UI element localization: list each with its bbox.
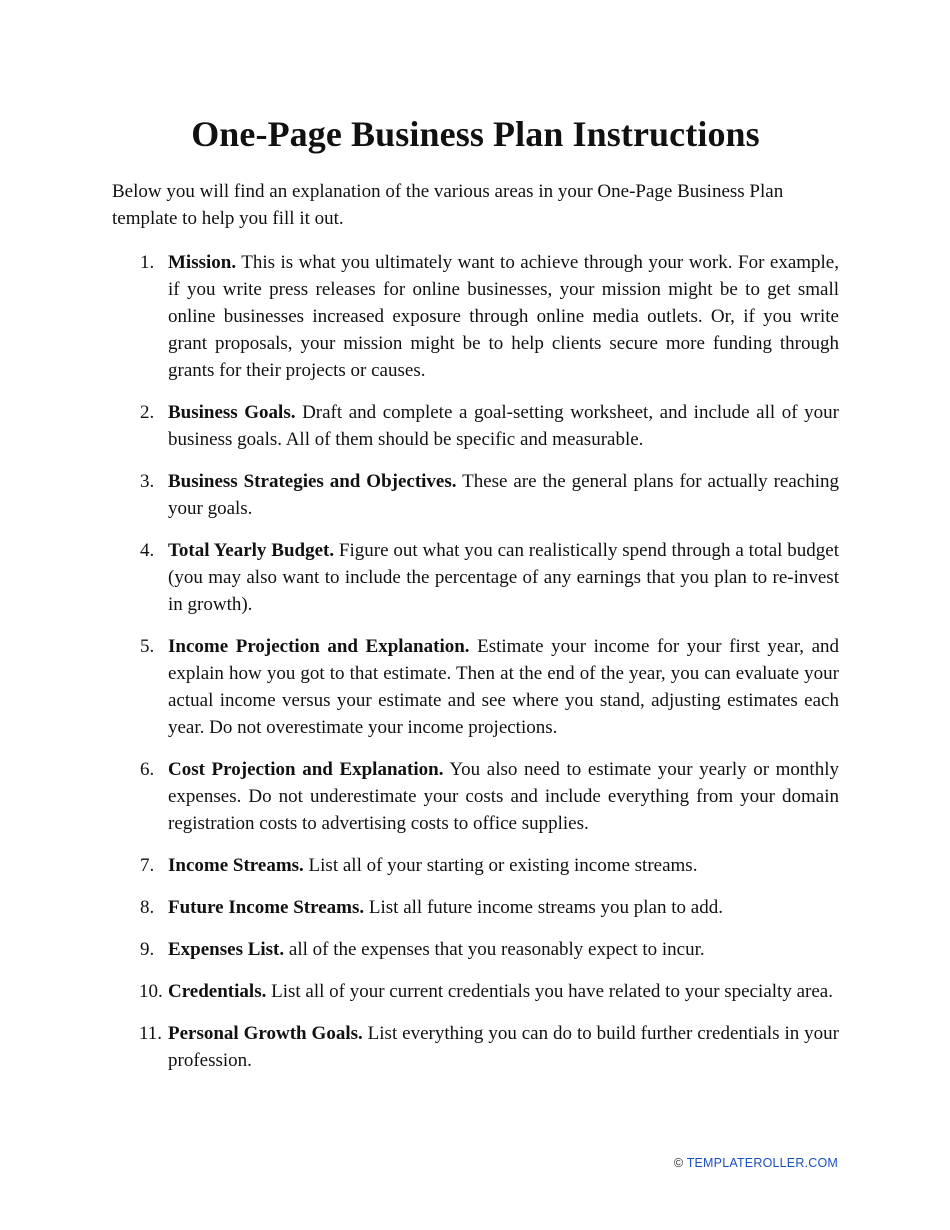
list-item xyxy=(112,633,839,741)
item-text: List all of your current credentials you have related to your specialty area. xyxy=(266,981,833,1002)
list-item xyxy=(112,978,839,1005)
intro-paragraph: Below you will find an explanation of the various areas in your One-Page Business Plan template to help you fill it out. xyxy=(112,181,784,229)
item-text: all of the expenses that you reasonably expect to incur. xyxy=(284,939,705,960)
list-item xyxy=(112,756,839,837)
list-item xyxy=(112,936,839,963)
item-number: 9. xyxy=(140,939,155,960)
item-number: 1. xyxy=(140,252,155,273)
list-item xyxy=(112,894,839,921)
item-label: Future Income Streams. xyxy=(168,897,365,918)
item-number: 3. xyxy=(140,471,155,492)
item-number: 8. xyxy=(140,897,155,918)
document-page xyxy=(112,0,839,1089)
item-number: 11. xyxy=(139,1023,163,1044)
item-text: You also need to estimate your yearly or monthly expenses. Do not underestimate your costs and include everything from your domain registration costs to advertising costs to office supplies. xyxy=(168,759,839,834)
item-text: List all future income streams you plan to add. xyxy=(364,897,723,918)
site-link[interactable]: TEMPLATEROLLER.COM xyxy=(686,1156,838,1170)
item-label: Cost Projection and Explanation. xyxy=(168,759,444,780)
list-item xyxy=(112,537,839,618)
item-text: List all of your starting or existing income streams. xyxy=(303,855,698,876)
footer-credit xyxy=(674,1156,838,1170)
item-text: Figure out what you can realistically spend through a total budget (you may also want to include the percentage of any earnings that you plan to re-invest in growth). xyxy=(168,540,839,615)
item-label: Credentials. xyxy=(168,981,267,1002)
item-label: Income Projection and Explanation. xyxy=(168,636,470,657)
list-item xyxy=(112,852,839,879)
item-label: Mission. xyxy=(168,252,237,273)
item-text: This is what you ultimately want to achieve through your work. For example, if you write press releases for online businesses, your mission might be to get small online businesses increased exposure through online media outlets. Or, if you write grant proposals, your mission might be to help clients secure more funding through grants for their projects or causes. xyxy=(168,252,839,381)
instructions-list xyxy=(112,249,839,1074)
list-item xyxy=(112,468,839,522)
item-label: Personal Growth Goals. xyxy=(168,1023,363,1044)
item-label: Income Streams. xyxy=(168,855,304,876)
item-label: Total Yearly Budget. xyxy=(168,540,335,561)
item-text: Draft and complete a goal-setting worksheet, and include all of your business goals. All of them should be specific and measurable. xyxy=(168,402,839,450)
item-number: 6. xyxy=(140,759,155,780)
list-item xyxy=(112,399,839,453)
item-label: Expenses List. xyxy=(168,939,285,960)
item-label: Business Goals. xyxy=(168,402,296,423)
list-item xyxy=(112,1020,839,1074)
item-number: 5. xyxy=(140,636,155,657)
page-title: One-Page Business Plan Instructions xyxy=(191,114,760,154)
item-number: 4. xyxy=(140,540,155,561)
item-text: List everything you can do to build further credentials in your profession. xyxy=(168,1023,839,1071)
list-item xyxy=(112,249,839,384)
item-text: These are the general plans for actually reaching your goals. xyxy=(168,471,840,519)
item-number: 10. xyxy=(139,981,163,1002)
item-text: Estimate your income for your first year, and explain how you got to that estimate. Then at the end of the year, you can evaluate your actual income versus your estimate and see where you stand, adjusting estimates each year. Do not overestimate your income projections. xyxy=(168,636,840,738)
item-label: Business Strategies and Objectives. xyxy=(168,471,457,492)
item-number: 2. xyxy=(140,402,155,423)
item-number: 7. xyxy=(140,855,155,876)
copyright-symbol: © xyxy=(673,1156,684,1170)
